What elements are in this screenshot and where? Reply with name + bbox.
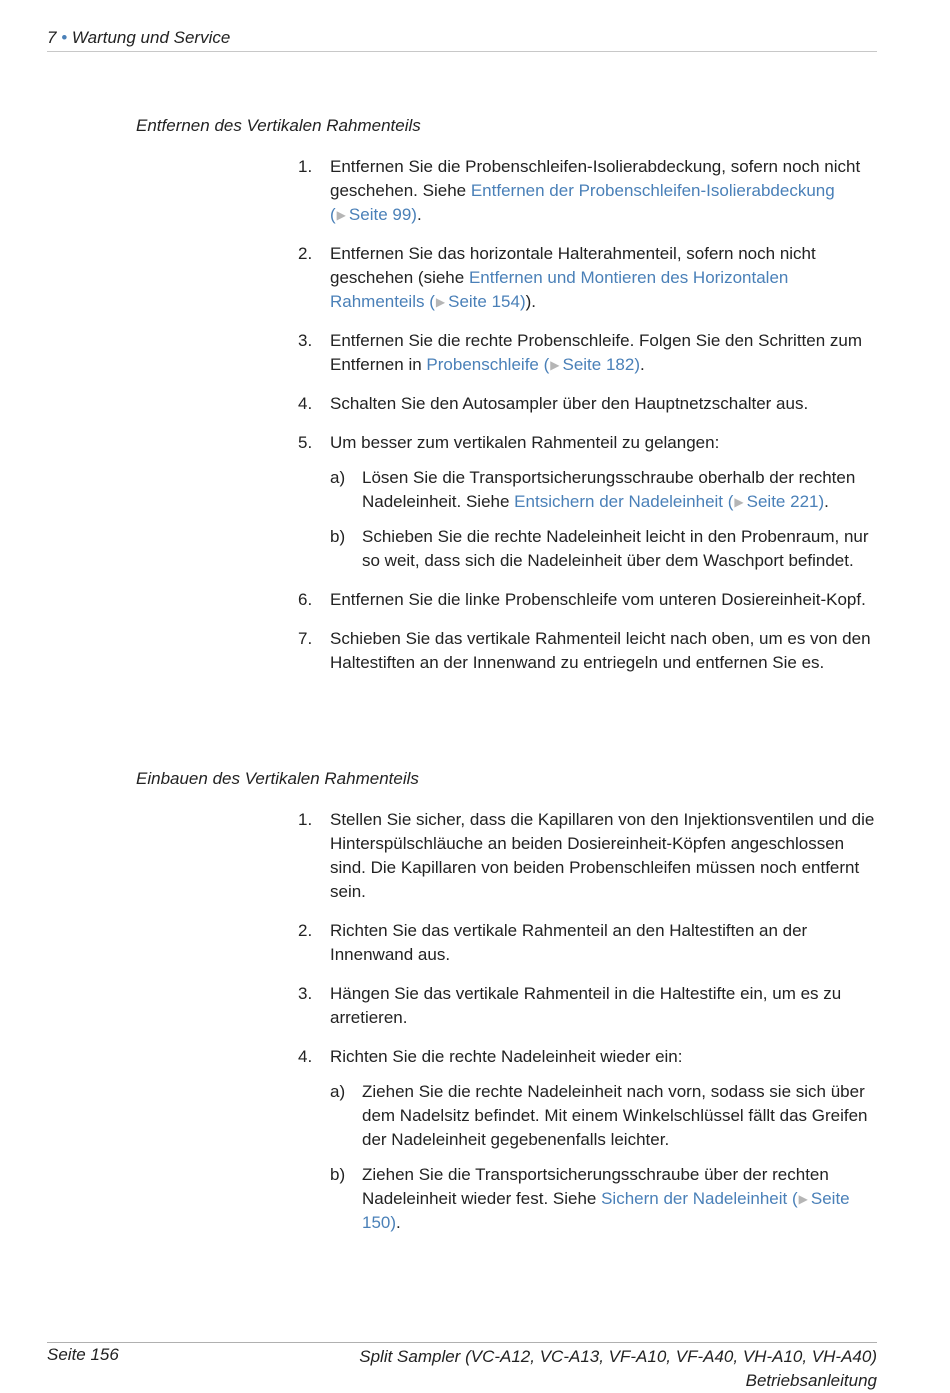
step-text: Richten Sie die rechte Nadeleinheit wieder ein: xyxy=(330,1047,683,1066)
step-text: Entfernen Sie die rechte Probenschleife. Folgen Sie den Schritten zum Entfernen in xyxy=(330,331,863,374)
step-1 xyxy=(298,155,878,227)
product-name: Split Sampler (VC-A12, VC-A13, VF-A10, VF-A40, VH-A10, VH-A40) xyxy=(359,1347,877,1366)
substep-letter: b) xyxy=(330,527,346,546)
link-text: Probenschleife ( xyxy=(426,355,550,374)
cross-reference-link[interactable] xyxy=(426,355,640,374)
substep-text: Schieben Sie die rechte Nadeleinheit leicht in den Probenraum, nur so weit, dass sich die Nadeleinheit über dem Waschport befindet. xyxy=(362,527,869,570)
triangle-right-icon: ▶ xyxy=(734,495,744,509)
chapter-number: 7 xyxy=(47,28,57,47)
substep-letter: a) xyxy=(330,468,346,487)
step-text: Hängen Sie das vertikale Rahmenteil in die Haltestifte ein, um es zu arretieren. xyxy=(330,984,842,1027)
section-title-remove: Entfernen des Vertikalen Rahmenteils xyxy=(136,116,421,135)
document-type: Betriebsanleitung xyxy=(745,1371,877,1390)
link-page: Seite 154) xyxy=(448,292,526,311)
substep-text: Ziehen Sie die rechte Nadeleinheit nach vorn, sodass sie sich über dem Nadelsitz befindet. Mit einem Winkelschlüssel fällt das Greifen der Nadeleinheit gegebenenfalls leichter. xyxy=(362,1082,868,1149)
step-text: Entfernen Sie das horizontale Halterahmenteil, sofern noch nicht geschehen (siehe xyxy=(330,244,816,287)
substep-text: Ziehen Sie die Transportsicherungsschraube über der rechten Nadeleinheit wieder fest. Siehe xyxy=(362,1165,829,1208)
cross-reference-link[interactable] xyxy=(514,492,824,511)
link-page: Seite 182) xyxy=(562,355,640,374)
link-page: Seite 99) xyxy=(348,205,417,224)
step-text: Um besser zum vertikalen Rahmenteil zu gelangen: xyxy=(330,433,720,452)
step-4 xyxy=(298,392,878,416)
step-6 xyxy=(298,588,878,612)
step-number: 3. xyxy=(298,331,313,350)
step-number: 5. xyxy=(298,433,313,452)
footer-divider xyxy=(47,1342,877,1343)
step-number: 3. xyxy=(298,984,313,1003)
triangle-right-icon: ▶ xyxy=(435,295,446,309)
step-3 xyxy=(298,329,878,377)
step-number: 1. xyxy=(298,810,313,829)
step-text-end: ). xyxy=(525,292,536,311)
substep-letter: b) xyxy=(330,1165,346,1184)
chapter-title: Wartung und Service xyxy=(71,28,231,47)
step-5 xyxy=(298,431,878,573)
substep-text-end: . xyxy=(824,492,829,511)
step-number: 4. xyxy=(298,1047,313,1066)
link-text: Entfernen der Probenschleifen-Isolierabdeckung ( xyxy=(330,181,835,224)
triangle-right-icon: ▶ xyxy=(550,358,560,372)
step-text: Entfernen Sie die Probenschleifen-Isolierabdeckung, sofern noch nicht geschehen. Siehe xyxy=(330,157,861,200)
step-4 xyxy=(298,1045,878,1235)
link-page: Seite 150) xyxy=(362,1189,850,1232)
triangle-right-icon: ▶ xyxy=(798,1192,808,1206)
section-title-install: Einbauen des Vertikalen Rahmenteils xyxy=(136,769,419,788)
step-text: Stellen Sie sicher, dass die Kapillaren von den Injektionsventilen und die Hinterspülschläuche an beiden Dosiereinheit-Köpfen angeschlossen sind. Die Kapillaren von beiden Probenschleifen müssen noch entfernt sein. xyxy=(330,810,875,901)
link-text: Entsichern der Nadeleinheit ( xyxy=(514,492,734,511)
step-number: 1. xyxy=(298,157,313,176)
link-text: Entfernen und Montieren des Horizontalen Rahmenteils ( xyxy=(330,268,789,311)
step-2 xyxy=(298,919,878,967)
substep-text: Lösen Sie die Transportsicherungsschraube oberhalb der rechten Nadeleinheit. Siehe xyxy=(362,468,856,511)
step-number: 6. xyxy=(298,590,313,609)
substep-a xyxy=(330,1080,878,1152)
step-number: 4. xyxy=(298,394,313,413)
footer-document-info xyxy=(359,1345,877,1393)
removal-steps xyxy=(298,155,878,690)
step-number: 2. xyxy=(298,921,313,940)
step-text: Schalten Sie den Autosampler über den Hauptnetzschalter aus. xyxy=(330,394,809,413)
step-number: 2. xyxy=(298,244,313,263)
step-text: Schieben Sie das vertikale Rahmenteil leicht nach oben, um es von den Haltestiften an der Innenwand zu entriegeln und entfernen Sie es. xyxy=(330,629,871,672)
page-number: Seite 156 xyxy=(47,1345,119,1364)
substep-b xyxy=(330,1163,878,1235)
header-separator: • xyxy=(61,28,68,47)
step-text-end: . xyxy=(416,205,422,224)
install-steps xyxy=(298,808,878,1250)
substep-b xyxy=(330,525,878,573)
step-7 xyxy=(298,627,878,675)
step-3 xyxy=(298,982,878,1030)
step-2 xyxy=(298,242,878,314)
substep-a xyxy=(330,466,878,514)
link-page: Seite 221) xyxy=(746,492,825,511)
page-header xyxy=(47,28,877,52)
step-text: Entfernen Sie die linke Probenschleife vom unteren Dosiereinheit-Kopf. xyxy=(330,590,866,609)
step-text-end: . xyxy=(639,355,645,374)
step-text: Richten Sie das vertikale Rahmenteil an den Haltestiften an der Innenwand aus. xyxy=(330,921,808,964)
step-number: 7. xyxy=(298,629,313,648)
triangle-right-icon: ▶ xyxy=(336,208,346,222)
link-text: Sichern der Nadeleinheit ( xyxy=(601,1189,798,1208)
substep-letter: a) xyxy=(330,1082,346,1101)
substep-text-end: . xyxy=(396,1213,401,1232)
step-1 xyxy=(298,808,878,904)
